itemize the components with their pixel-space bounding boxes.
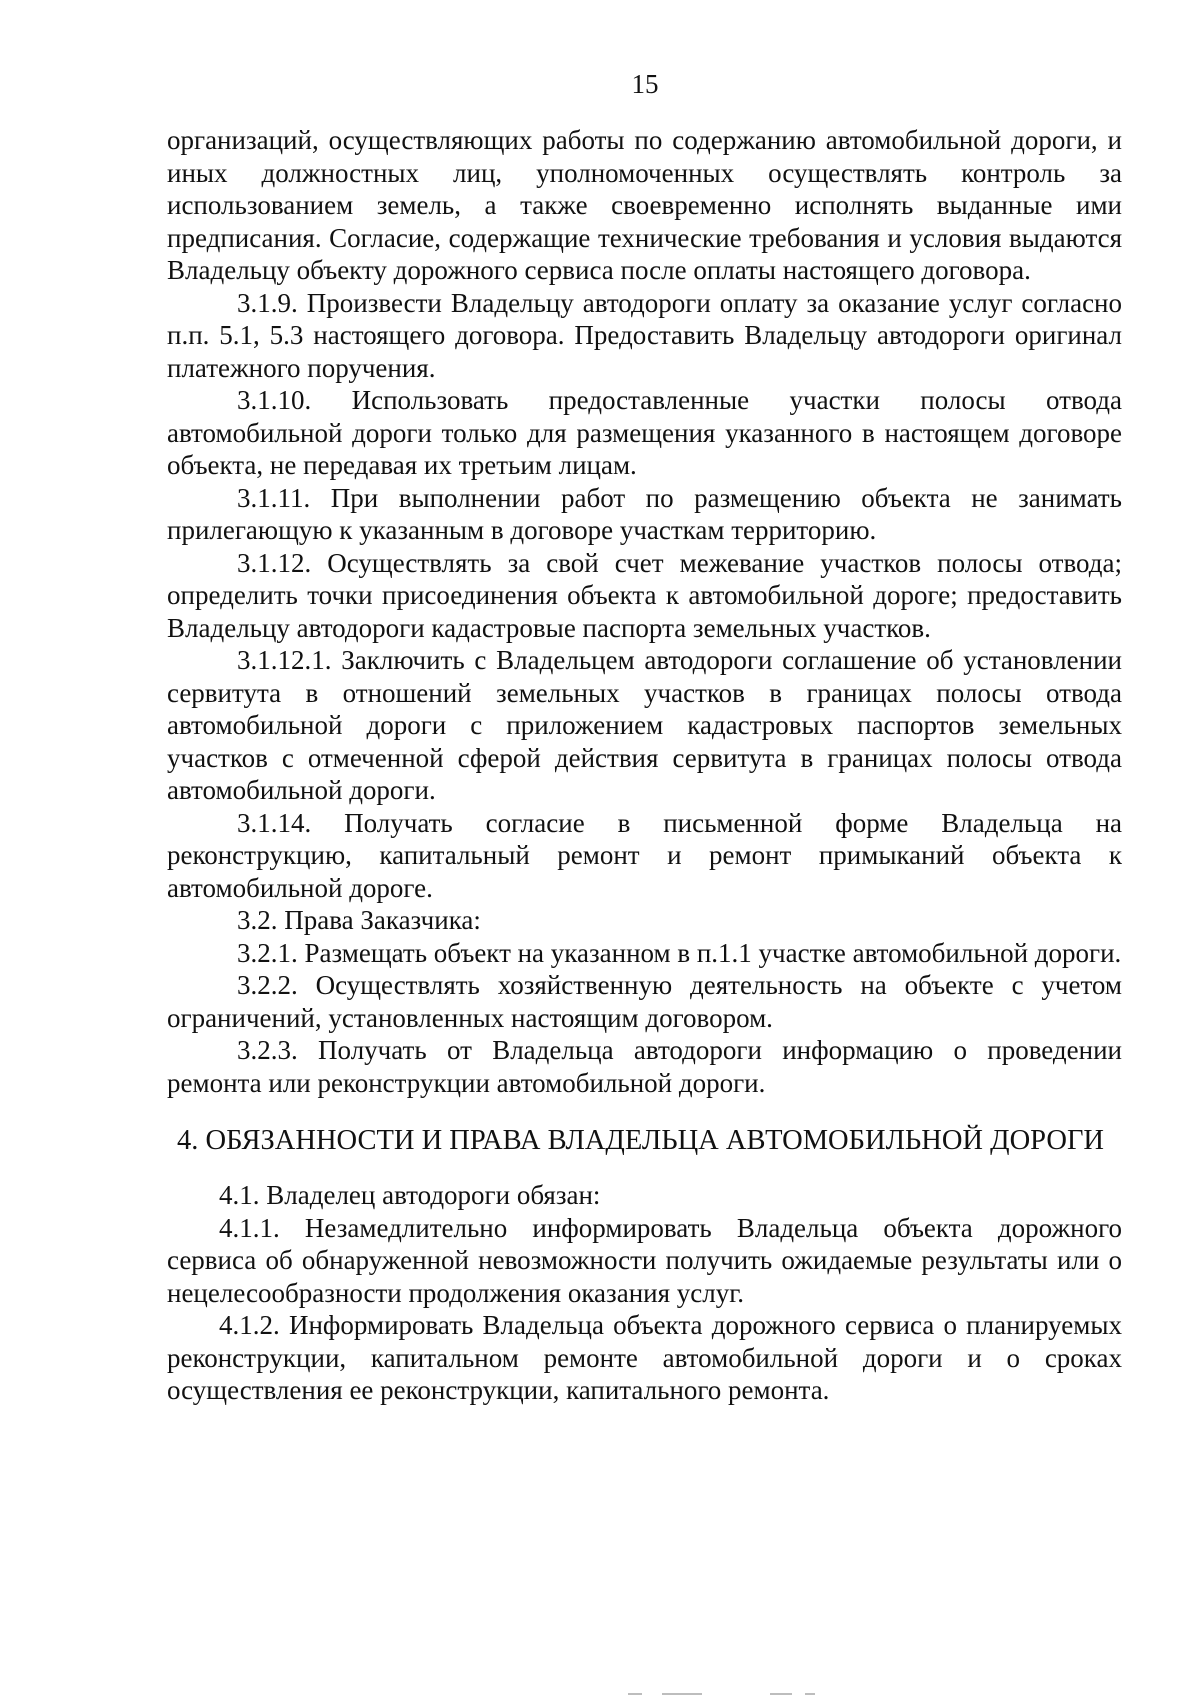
paragraph-4-1-1: 4.1.1. Незамедлительно информировать Владельца объекта дорожного сервиса об обнаруженной невозможности получить ожидаемые результаты или о нецелесообразности продолжения оказания услуг. [167, 1212, 1122, 1308]
paragraph-3-1-10: 3.1.10. Использовать предоставленные участки полосы отвода автомобильной дороги только для размещения указанного в настоящем договоре объекта, не передавая их третьим лицам. [167, 385, 1122, 480]
paragraph-3-1-11: 3.1.11. При выполнении работ по размещению объекта не занимать прилегающую к указанным в договоре участкам территорию. [167, 482, 1122, 545]
paragraph-3-2: 3.2. Права Заказчика: [237, 905, 481, 935]
paragraph-3-2-3: 3.2.3. Получать от Владельца автодороги информацию о проведении ремонта или реконструкции автомобильной дороги. [167, 1035, 1122, 1098]
paragraph-3-1-12: 3.1.12. Осуществлять за свой счет межевание участков полосы отвода; определить точки присоединения объекта к автомобильной дороге; предоставить Владельцу автодороги кадастровые паспорта земельных участков. [167, 547, 1122, 643]
scan-artifact [662, 1693, 702, 1695]
paragraph-3-2-1: 3.2.1. Размещать объект на указанном в п.1.1 участке автомобильной дороги. [237, 937, 1122, 968]
paragraph-3-1-9: 3.1.9. Произвести Владельцу автодороги оплату за оказание услуг согласно п.п. 5.1, 5.3 настоящего договора. Предоставить Владельцу автодороги оригинал платежного поручения. [167, 287, 1122, 383]
paragraph-4-1-2: 4.1.2. Информировать Владельца объекта дорожного сервиса о планируемых реконструкции, капитальном ремонте автомобильной дороги и о сроках осуществления ее реконструкции, капитального ремонта. [167, 1310, 1122, 1405]
paragraph-4-1: 4.1. Владелец автодороги обязан: [219, 1180, 601, 1210]
section-heading: 4. ОБЯЗАННОСТИ И ПРАВА ВЛАДЕЛЬЦА АВТОМОБИЛЬНОЙ ДОРОГИ [177, 1125, 1105, 1156]
paragraph-3-2-2: 3.2.2. Осуществлять хозяйственную деятельность на объекте с учетом ограничений, установленных настоящим договором. [167, 970, 1122, 1033]
paragraph-continuation: организаций, осуществляющих работы по содержанию автомобильной дороги, и иных должностных лиц, уполномоченных осуществлять контроль за использованием земель, а также своевременно исполнять выданные ими предписания. Согласие, содержащие технические требования и условия выдаются Владельцу объекту дорожного сервиса после оплаты настоящего договора. [167, 125, 1122, 285]
scan-artifact [805, 1693, 815, 1695]
paragraph-3-1-14: 3.1.14. Получать согласие в письменной форме Владельца на реконструкцию, капитальный ремонт и ремонт примыканий объекта к автомобильной дороге. [167, 807, 1122, 903]
scan-artifact [770, 1693, 792, 1695]
scan-artifact [628, 1693, 642, 1695]
page-number: 15 [631, 69, 659, 99]
paragraph-3-1-12-1: 3.1.12.1. Заключить с Владельцем автодороги соглашение об установлении сервитута в отношений земельных участков в границах полосы отвода автомобильной дороги с приложением кадастровых паспортов земельных участков с отмеченной сферой действия сервитута в границах полосы отвода автомобильной дороги. [167, 645, 1122, 805]
document-body [167, 124, 1122, 1407]
